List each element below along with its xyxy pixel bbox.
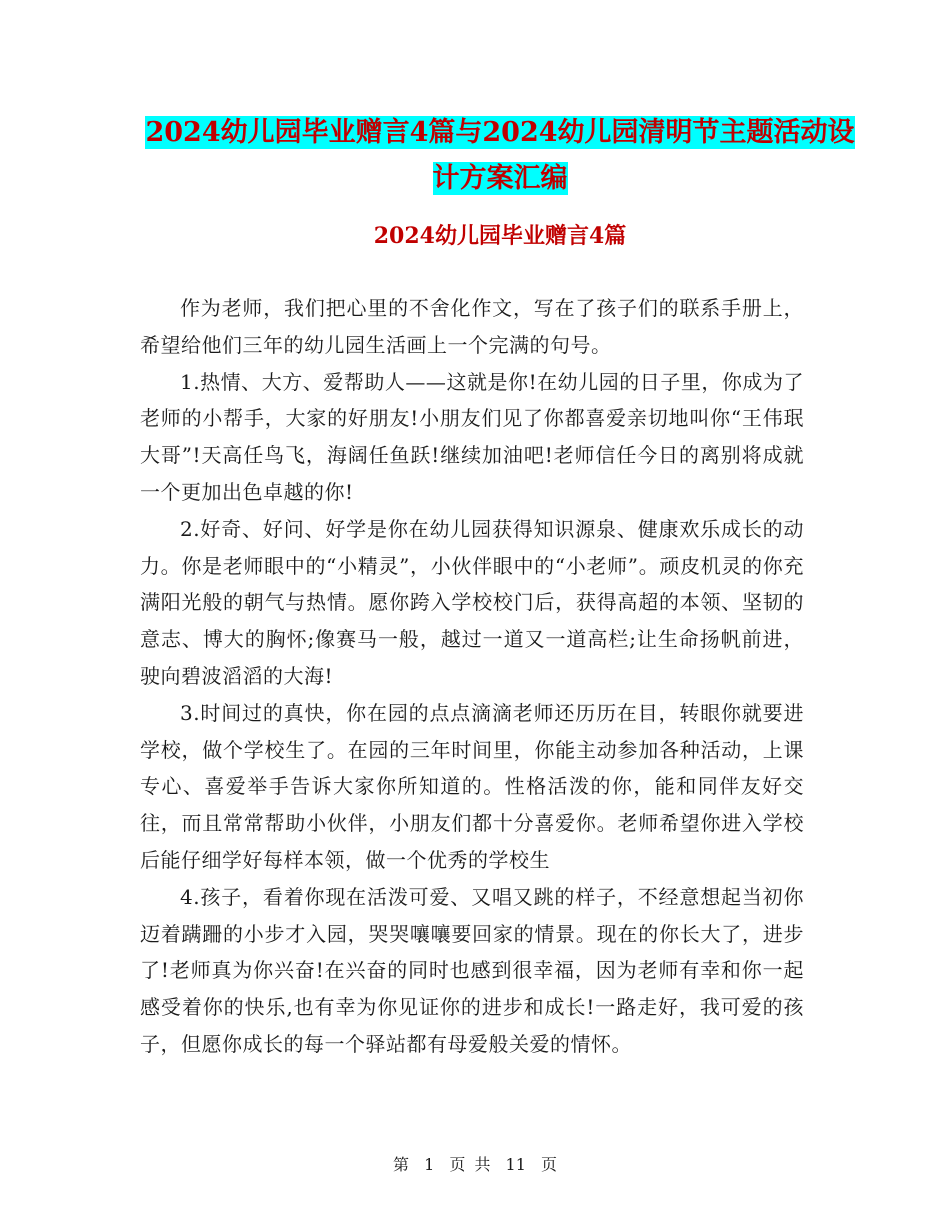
section-title: 2024幼儿园毕业赠言4篇 <box>373 223 627 249</box>
document-body <box>140 290 804 1063</box>
paragraph-2: 2.好奇、好问、好学是你在幼儿园获得知识源泉、健康欢乐成长的动力。你是老师眼中的“小精灵”，小伙伴眼中的“小老师”。顽皮机灵的你充满阳光般的朝气与热情。愿你跨入学校校门后，获得高超的本领、坚韧的意志、博大的胸怀;像赛马一般，越过一道又一道高栏;让生命扬帆前进，驶向碧波滔滔的大海! <box>140 516 804 688</box>
footer-total-pages: 11 <box>505 1155 526 1174</box>
paragraph-1: 1.热情、大方、爱帮助人——这就是你!在幼儿园的日子里，你成为了老师的小帮手，大家的好朋友!小朋友们见了你都喜爱亲切地叫你“王伟珉大哥”!天高任鸟飞，海阔任鱼跃!继续加油吧!老师信任今日的离别将成就一个更加出色卓越的你! <box>140 369 804 504</box>
paragraph-3: 3.时间过的真快，你在园的点点滴滴老师还历历在目，转眼你就要进学校，做个学校生了。在园的三年时间里，你能主动参加各种活动，上课专心、喜爱举手告诉大家你所知道的。性格活泼的你，能和同伴友好交往，而且常常帮助小伙伴，小朋友们都十分喜爱你。老师希望你进入学校后能仔细学好每样本领，做一个优秀的学校生 <box>140 700 804 872</box>
page-footer <box>0 1153 950 1177</box>
document-title-text: 2024幼儿园毕业赠言4篇与2024幼儿园清明节主题活动设计方案汇编 <box>145 117 855 194</box>
footer-suffix: 页 <box>541 1155 558 1174</box>
footer-middle: 页 共 <box>449 1155 491 1174</box>
paragraph-intro: 作为老师，我们把心里的不舍化作文，写在了孩子们的联系手册上，希望给他们三年的幼儿园生活画上一个完满的句号。 <box>140 296 804 357</box>
paragraph-4: 4.孩子，看着你现在活泼可爱、又唱又跳的样子，不经意想起当初你迈着蹒跚的小步才入园，哭哭嚷嚷要回家的情景。现在的你长大了，进步了!老师真为你兴奋!在兴奋的同时也感到很幸福，因为老师有幸和你一起感受着你的快乐,也有幸为你见证你的进步和成长!一路走好，我可爱的孩子，但愿你成长的每一个驿站都有母爱般关爱的情怀。 <box>140 884 804 1056</box>
footer-prefix: 第 <box>392 1155 409 1174</box>
footer-page-number: 1 <box>424 1155 435 1174</box>
document-title <box>140 110 860 202</box>
